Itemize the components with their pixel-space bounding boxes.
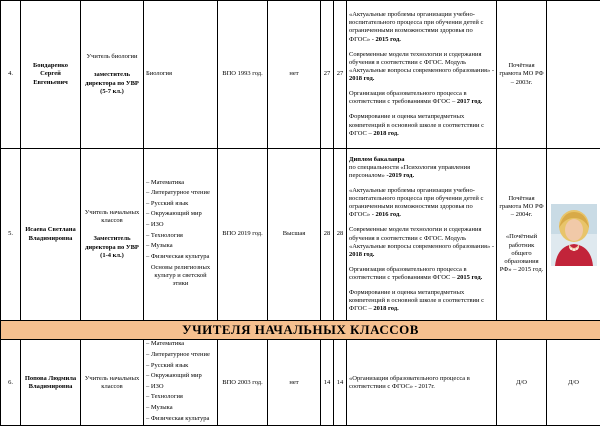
- row-number: 4.: [1, 1, 21, 149]
- teaching-experience: 14: [334, 340, 347, 426]
- subject-item: – Русский язык: [146, 362, 215, 370]
- position-cell: Учитель начальных классов: [81, 340, 144, 426]
- teacher-name: Бондаренко Сергей Евгеньевич: [21, 1, 81, 149]
- section-title: УЧИТЕЛЯ НАЧАЛЬНЫХ КЛАССОВ: [1, 321, 600, 340]
- position-cell: [81, 1, 144, 149]
- subjects-cell: Биология: [144, 1, 218, 149]
- table-row: [1, 149, 600, 321]
- course-item: Формирование и оценка метапредметных компетенций в основной школе в соответствии с ФГОС – 2018 год.: [349, 289, 494, 313]
- subject-item: – Физическая культура: [146, 253, 215, 261]
- subject-item: – Литературное чтение: [146, 351, 215, 359]
- courses-cell: «Организация образовательного процесса в соответствии с ФГОС» - 2017г.: [347, 340, 497, 426]
- subject-item: – Окружающий мир: [146, 372, 215, 380]
- subject-item: – Русский язык: [146, 200, 215, 208]
- education-cell: ВПО 2019 год.: [218, 149, 268, 321]
- category-cell: нет: [268, 340, 321, 426]
- table-row: [1, 1, 600, 149]
- row-number: 6.: [1, 340, 21, 426]
- subjects-cell: [144, 149, 218, 321]
- course-item: Организация образовательного процесса в соответствии с требованиями ФГОС – 2015 год.: [349, 266, 494, 282]
- photo-cell: [547, 149, 600, 321]
- category-cell: нет: [268, 1, 321, 149]
- teacher-name: Попова Людмила Владимировна: [21, 340, 81, 426]
- course-item: Современные модели технологии и содержания обучения в соответствии с ФГОС. Модуль «Актуальные вопросы современного образования» - 2018 год.: [349, 226, 494, 259]
- table-row: [1, 340, 600, 426]
- position-title: Учитель биологии: [87, 53, 138, 60]
- subject-item: – ИЗО: [146, 383, 215, 391]
- total-experience: 28: [321, 149, 334, 321]
- subject-item: – Математика: [146, 340, 215, 348]
- education-cell: ВПО 2003 год.: [218, 340, 268, 426]
- subject-item: – Технология: [146, 232, 215, 240]
- category-cell: Высшая: [268, 149, 321, 321]
- section-header-row: [1, 321, 600, 340]
- courses-cell: [347, 1, 497, 149]
- awards-cell: Д/О: [497, 340, 547, 426]
- total-experience: 14: [321, 340, 334, 426]
- subject-item: – Музыка: [146, 404, 215, 412]
- subject-item: – Физическая культура: [146, 415, 215, 423]
- position-title: Учитель начальных классов: [85, 209, 140, 224]
- position-subtitle: заместитель директора по УВР (5-7 кл.): [83, 71, 141, 95]
- position-cell: [81, 149, 144, 321]
- course-item: Современные модели технологии и содержания обучения в соответствии с ФГОС. Модуль «Актуальные вопросы современного образования» - 2018 год.: [349, 51, 494, 84]
- row-number: 5.: [1, 149, 21, 321]
- position-subtitle: Заместитель директора по УВР (1-4 кл.): [83, 235, 141, 259]
- education-cell: ВПО 1993 год.: [218, 1, 268, 149]
- subject-item: – Окружающий мир: [146, 210, 215, 218]
- courses-cell: [347, 149, 497, 321]
- photo-cell-empty: [547, 1, 600, 149]
- teacher-name: Исаева Светлана Владимировна: [21, 149, 81, 321]
- course-item: «Актуальные проблемы организации учебно-воспитательного процесса при обучении детей с ограниченными возможностями здоровья по ФГОС» - 2016 год.: [349, 187, 494, 220]
- subjects-cell: [144, 340, 218, 426]
- diploma-item: Диплом бакалавра по специальности «Психология управления персоналом» -2019 год.: [349, 156, 494, 180]
- subject-item: – Математика: [146, 179, 215, 187]
- subject-item: – Литературное чтение: [146, 189, 215, 197]
- course-item: «Актуальные проблемы организации учебно-воспитательного процесса при обучении детей с ограниченными возможностями здоровья по ФГОС» - 2015 год.: [349, 11, 494, 44]
- subject-item: – Музыка: [146, 242, 215, 250]
- teaching-experience: 27: [334, 1, 347, 149]
- extra-cell: Д/О: [547, 340, 600, 426]
- teacher-photo: [551, 204, 597, 266]
- subject-item: – ИЗО: [146, 221, 215, 229]
- teaching-experience: 28: [334, 149, 347, 321]
- awards-cell: Почётная грамота МО РФ – 2003г.: [497, 1, 547, 149]
- course-item: Формирование и оценка метапредметных компетенций в основной школе в соответствии с ФГОС – 2018 год.: [349, 113, 494, 137]
- course-item: Организация образовательного процесса в соответствии с требованиями ФГОС – 2017 год.: [349, 90, 494, 106]
- total-experience: 27: [321, 1, 334, 149]
- subject-item: Основы религиозных культур и светской этики: [146, 264, 215, 288]
- awards-cell: Почётная грамота МО РФ – 2004г. «Почётный работник общего образования РФ» – 2015 год.: [497, 149, 547, 321]
- subject-item: – Технология: [146, 393, 215, 401]
